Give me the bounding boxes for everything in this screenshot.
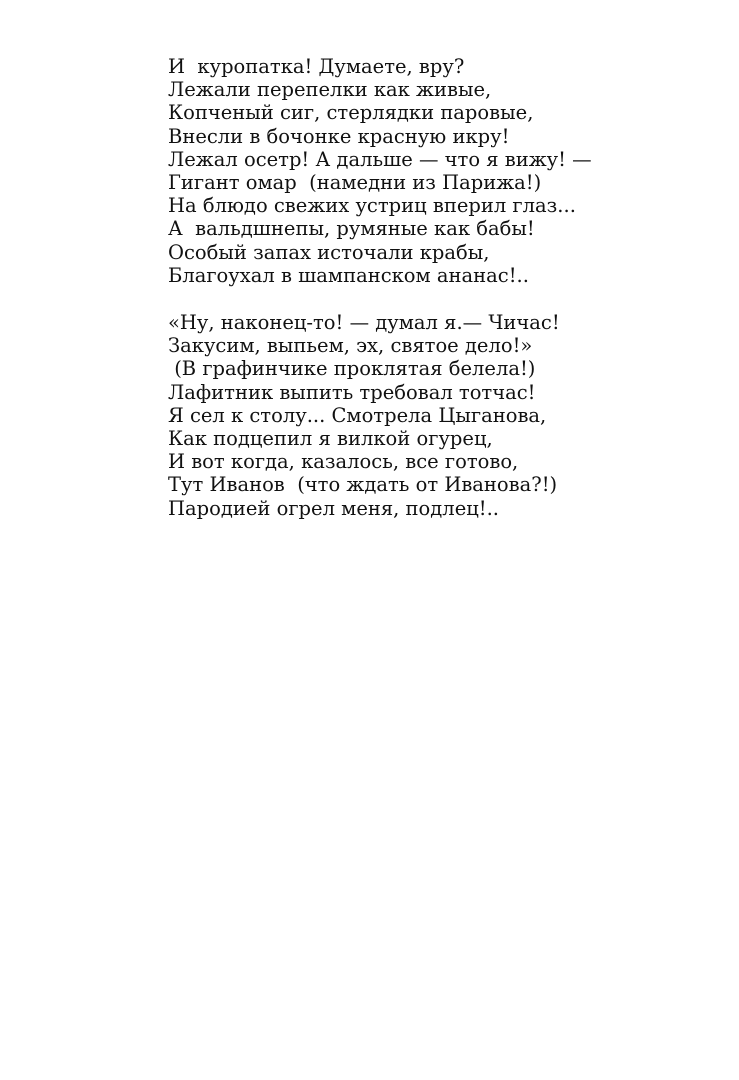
stanza-2 — [168, 311, 688, 520]
poem-line: И вот когда, казалось, все готово, — [168, 450, 519, 474]
poem-line: Гигант омар (намедни из Парижа!) — [168, 171, 542, 195]
poem-line: Копченый сиг, стерлядки паровые, — [168, 101, 534, 125]
poem-line: Лежали перепелки как живые, — [168, 78, 492, 102]
poem-line: Тут Иванов (что ждать от Иванова?!) — [168, 473, 558, 497]
poem-line: (В графинчике проклятая белела!) — [168, 357, 536, 381]
poem-line: Пародией огрел меня, подлец!.. — [168, 496, 500, 520]
poem-line: Благоухал в шампанском ананас!.. — [168, 263, 529, 287]
poem-line: Лежал осетр! А дальше — что я вижу! — — [168, 147, 592, 171]
stanza-1 — [168, 55, 688, 287]
poem-line: Особый запах источали крабы, — [168, 240, 490, 264]
poem-line: «Ну, наконец-то! — думал я.— Чичас! — [168, 311, 560, 335]
poem-line: А вальдшнепы, румяные как бабы! — [168, 217, 535, 241]
poem-line: Я сел к столу... Смотрела Цыганова, — [168, 403, 547, 427]
poem-text — [168, 55, 688, 520]
poem-line: На блюдо свежих устриц вперил глаз... — [168, 194, 576, 218]
poem-line: Закусим, выпьем, эх, святое дело!» — [168, 334, 533, 358]
poem-line: Лафитник выпить требовал тотчас! — [168, 380, 536, 404]
poem-line: Как подцепил я вилкой огурец, — [168, 427, 493, 451]
poem-line: И куропатка! Думаете, вру? — [168, 55, 465, 78]
poem-line: Внесли в бочонке красную икру! — [168, 124, 510, 148]
